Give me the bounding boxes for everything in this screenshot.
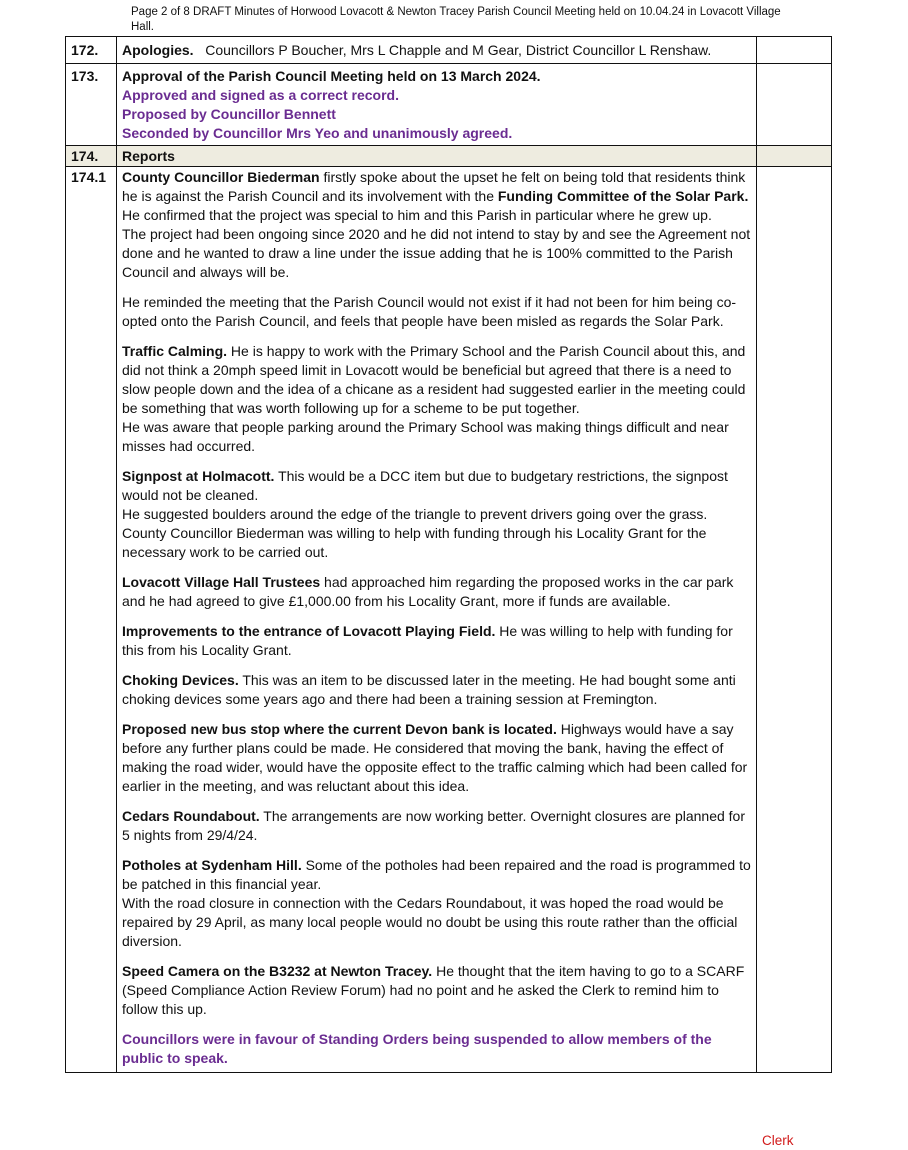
signpost-paragraph [122,467,751,562]
paragraph-text: This would be a DCC item but due to budgetary restrictions, the signpost would not be cleaned. [122,468,728,503]
playing-field-paragraph [122,622,751,660]
item-174-1-row [66,167,832,1073]
item-number: 174.1 [66,167,117,1073]
paragraph-text: The arrangements are now working better. Overnight closures are planned for 5 nights from 29/4/24. [122,808,746,843]
village-hall-paragraph [122,573,751,611]
paragraph-text: He was willing to help with funding for this from his Locality Grant. [122,623,733,658]
co-opted-paragraph: He reminded the meeting that the Parish Council would not exist if it had not been for him being co-opted onto the Parish Council, and feels that people have been misled as regards the Solar Park. [122,294,737,329]
item-content [117,167,757,1073]
speed-camera-paragraph [122,962,751,1019]
action-cell [757,146,832,167]
item-title: Apologies. [122,41,194,58]
paragraph-text: With the road closure in connection with the Cedars Roundabout, it was hoped the road would be repaired by 29 April, as many local people would no doubt be using this route rather than the official diversion. [122,895,738,949]
section-title: Cedars Roundabout. [122,808,260,824]
resolution-line: Approved and signed as a correct record. [122,87,399,103]
paragraph-text: had approached him regarding the proposed works in the car park and he had agreed to give £1,000.00 from his Locality Grant, more if funds are available. [122,574,734,609]
item-content [117,64,757,146]
section-title: Improvements to the entrance of Lovacott Playing Field. [122,623,496,639]
apologies-text: Councillors P Boucher, Mrs L Chapple and M Gear, District Councillor L Renshaw. [205,41,712,58]
section-title: Speed Camera on the B3232 at Newton Tracey. [122,963,433,979]
choking-devices-paragraph [122,671,751,709]
proposed-line: Proposed by Councillor Bennett [122,106,336,122]
item-title: Reports [117,146,757,167]
item-number: 172. [66,37,117,64]
section-title: Traffic Calming. [122,343,228,359]
paragraph-text: He was aware that people parking around the Primary School was making things difficult and near misses had occurred. [122,419,729,454]
bus-stop-paragraph [122,720,751,796]
councillor-paragraph [122,168,751,282]
item-174-row [66,146,832,167]
paragraph-text: He suggested boulders around the edge of the triangle to prevent drivers going over the grass. [122,506,708,522]
paragraph-text: firstly spoke about the upset he felt on being told that residents think he is against the Parish Council and its involvement with the [122,169,746,204]
page-header: Page 2 of 8 DRAFT Minutes of Horwood Lovacott & Newton Tracey Parish Council Meeting held on 10.04.24 in Lovacott Village Hall. [131,6,781,33]
traffic-calming-paragraph [122,342,751,456]
paragraph-text: The project had been ongoing since 2020 and he did not intend to stay by and see the Agreement not done and he wanted to draw a line under the issue adding that he is 100% committed to the Parish Council and always will be. [122,226,751,280]
standing-orders-resolution: Councillors were in favour of Standing Orders being suspended to allow members of the public to speak. [122,1031,712,1066]
paragraph-text: He thought that the item having to go to a SCARF (Speed Compliance Action Review Forum) had no point and he asked the Clerk to remind him to follow this up. [122,963,745,1017]
cedars-roundabout-paragraph [122,807,751,845]
paragraph-text: He confirmed that the project was special to him and this Parish in particular where he grew up. [122,207,712,223]
potholes-paragraph [122,856,751,951]
item-172-row [66,37,832,64]
action-cell [757,64,832,146]
councillor-name: County Councillor Biederman [122,169,320,185]
seconded-line: Seconded by Councillor Mrs Yeo and unanimously agreed. [122,125,513,141]
section-title: Proposed new bus stop where the current Devon bank is located. [122,721,557,737]
paragraph-text: County Councillor Biederman was willing to help with funding through his Locality Grant for the necessary work to be carried out. [122,525,707,560]
item-number: 173. [66,64,117,146]
action-cell [757,37,832,64]
item-title: Approval of the Parish Council Meeting held on 13 March 2024. [122,68,541,84]
section-title: Potholes at Sydenham Hill. [122,857,302,873]
section-title: Signpost at Holmacott. [122,468,275,484]
minutes-table [65,36,832,1148]
action-cell [757,167,832,1148]
paragraph-text: This was an item to be discussed later in the meeting. He had bought some anti choking devices some years ago and there had been a training session at Fremington. [122,672,736,707]
item-173-row [66,64,832,146]
paragraph-text: Highways would have a say before any further plans could be made. He considered that moving the bank, having the effect of making the road wider, would have the opposite effect to the traffic calming which had been called for earlier in the meeting, and was reluctant about this idea. [122,721,748,794]
paragraph-text: He is happy to work with the Primary School and the Parish Council about this, and did not think a 20mph speed limit in Lovacott would be beneficial but agreed that there is a need to slow people down and the idea of a chicane as a resident had suggested earlier in the meeting could be something that was worth following up for a scheme to be put together. [122,343,746,416]
paragraph-text: Some of the potholes had been repaired and the road is programmed to be patched in this financial year. [122,857,751,892]
action-clerk: Clerk [762,1133,794,1148]
solar-park-committee: Funding Committee of the Solar Park. [497,188,749,204]
section-title: Choking Devices. [122,672,239,688]
item-number: 174. [66,146,117,167]
item-content [117,37,757,64]
section-title: Lovacott Village Hall Trustees [122,574,321,590]
